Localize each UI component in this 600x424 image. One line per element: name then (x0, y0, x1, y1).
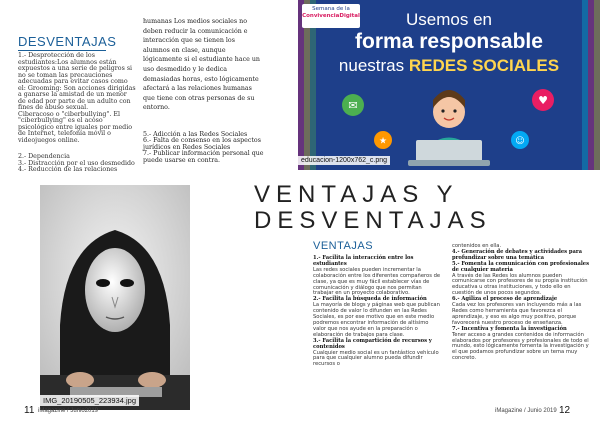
ventajas-column-2 (452, 244, 592, 362)
masked-person-photo (40, 185, 190, 410)
page-number-left: 11 (24, 405, 35, 416)
badge-line-2: ConvivenciaDigital (302, 13, 360, 19)
ventaja-6-text: Cada vez los profesores van incluyendo más a las Redes como herramienta que favorezca el aprendizaje, y eso es algo muy positivo, porque favorecerá nuestro proceso de enseñanza. (452, 302, 582, 326)
desventaja-item-1: 1.- Desprotección de los estudiantes:Los alumnos están expuestos a una serie de peligros si no se toman las precauciones adecuadas para evitar casos como el: Grooming: Son acciones dirigidas a ganarse la amistad de un menor de edad por parte de un adulto con fines de abuso sexual. (18, 52, 136, 111)
desventaja-item-4: 4.- Reducción de las relaciones (18, 166, 118, 173)
ventaja-2-heading: 2.- Facilita la búsqueda de información (313, 296, 427, 303)
ventaja-2-text: La mayoría de blogs y páginas web que publican contenido de valor lo difunden en las Redes Sociales, es por ese motivo que en este medio podremos encontrar información de altísimo valor que nos ayude en la preparación o elaboración de trabajos para clase. (313, 302, 440, 338)
ventaja-5-heading: 5.- Fomenta la comunicación con profesionales de cualquier materia (452, 260, 590, 273)
page-number-right: 12 (559, 405, 571, 416)
footer-right-text: iMagazine / Junio 2019 (495, 408, 557, 414)
desventaja-item-cyberbullying: Ciberacoso o "ciberbullying". El "ciberbullying" es el acoso psicológico entre iguales por medio de Internet, telefonía móvil o videojuegos online. (18, 110, 133, 144)
ventaja-6-heading: 6.- Agiliza el proceso de aprendizaje (452, 296, 558, 303)
main-title-line-2: DESVENTAJAS (254, 207, 492, 234)
ventaja-7-text: Tener acceso a grandes contenidos de información elaborados por profesores y profesionales de todo el mundo, esto lógicamente fomenta la investigación y el que podamos profundizar sobre un tema muy concreto. (452, 331, 589, 362)
desventaja-item-5: 5.- Adicción a las Redes Sociales (143, 131, 248, 138)
banner-caption: educacion-1200x762_c.png (298, 156, 390, 165)
ventajas-column-1 (313, 256, 443, 368)
ventaja-3-text: Cualquier medio social es un fantástico vehículo para que cualquier alumno pueda difundir recursos o (313, 349, 439, 368)
desventaja-item-7: 7.- Publicar información personal que puede usarse en contra. (143, 150, 264, 164)
svg-text:★: ★ (378, 136, 388, 147)
ventaja-1-heading: 1.- Facilita la interacción entre los estudiantes (313, 255, 414, 267)
svg-text:✉: ✉ (348, 99, 358, 112)
photo-caption: IMG_20190505_223934.jpg (40, 395, 139, 406)
ventaja-5-text: A través de las Redes los alumnos pueden comunicarse con profesores de su propia institución educativa u otras instituciones, y todo ello en cuestión de unos pocos segundos. (452, 272, 588, 297)
ventaja-3-text-cont: contenidos en ella. (452, 243, 502, 249)
main-title-line-1: VENTAJAS Y (254, 181, 459, 208)
svg-text:♥: ♥ (538, 94, 548, 107)
middle-paragraph-text: humanas Los medios sociales no deben reducir la comunicación e interacción que se tienen los alumnos en clase, aunque lógicamente si el estudiante hace un uso desmedido y le dedica demasiadas horas, esto lógicamente afectará a las relaciones humanas que tiene con otras personas de su entorno. (143, 18, 260, 112)
banner-image (298, 0, 600, 170)
banner-headline-3 (298, 56, 600, 76)
desventaja-item-6: 6.- Falta de consenso en los aspectos jurídicos en Redes Sociales (143, 137, 261, 151)
desventaja-item-2: 2.- Dependencia (18, 153, 70, 160)
banner-headline-3-highlight: REDES SOCIALES (408, 56, 560, 75)
desventaja-item-3: 3.- Distracción por el uso desmedido (18, 159, 135, 167)
desventajas-list (18, 53, 136, 174)
masked-person-illustration (40, 185, 190, 410)
badge-line-1: Semana de la (312, 6, 350, 12)
desventajas-heading: DESVENTAJAS (18, 34, 117, 49)
ventajas-heading: VENTAJAS (313, 240, 374, 252)
ventaja-4-heading: 4.- Generación de debates y actividades para profundizar sobre una temática (452, 248, 582, 261)
svg-text:☺: ☺ (515, 136, 525, 147)
banner-headline-2: forma responsable (355, 30, 543, 53)
banner-headline-1: Usemos en (406, 10, 492, 29)
ventaja-1-text: Las redes sociales pueden incrementar la colaboración entre los diferentes compañeros de clase, ya que es muy fácil establecer vías de comunicación y diálogo que nos permitan trabajar en un proyecto colaborativo. (313, 266, 441, 297)
ventaja-7-heading: 7.- Incentiva y fomenta la investigación (452, 325, 567, 332)
middle-list (143, 132, 268, 164)
banner-headline-3-normal: nuestras (338, 56, 409, 75)
middle-paragraph (143, 17, 263, 113)
footer-left-text: iMagazine / Junio2019 (38, 408, 99, 414)
ventaja-3-heading: 3.- Facilita la compartición de recursos y contenidos (313, 337, 432, 350)
